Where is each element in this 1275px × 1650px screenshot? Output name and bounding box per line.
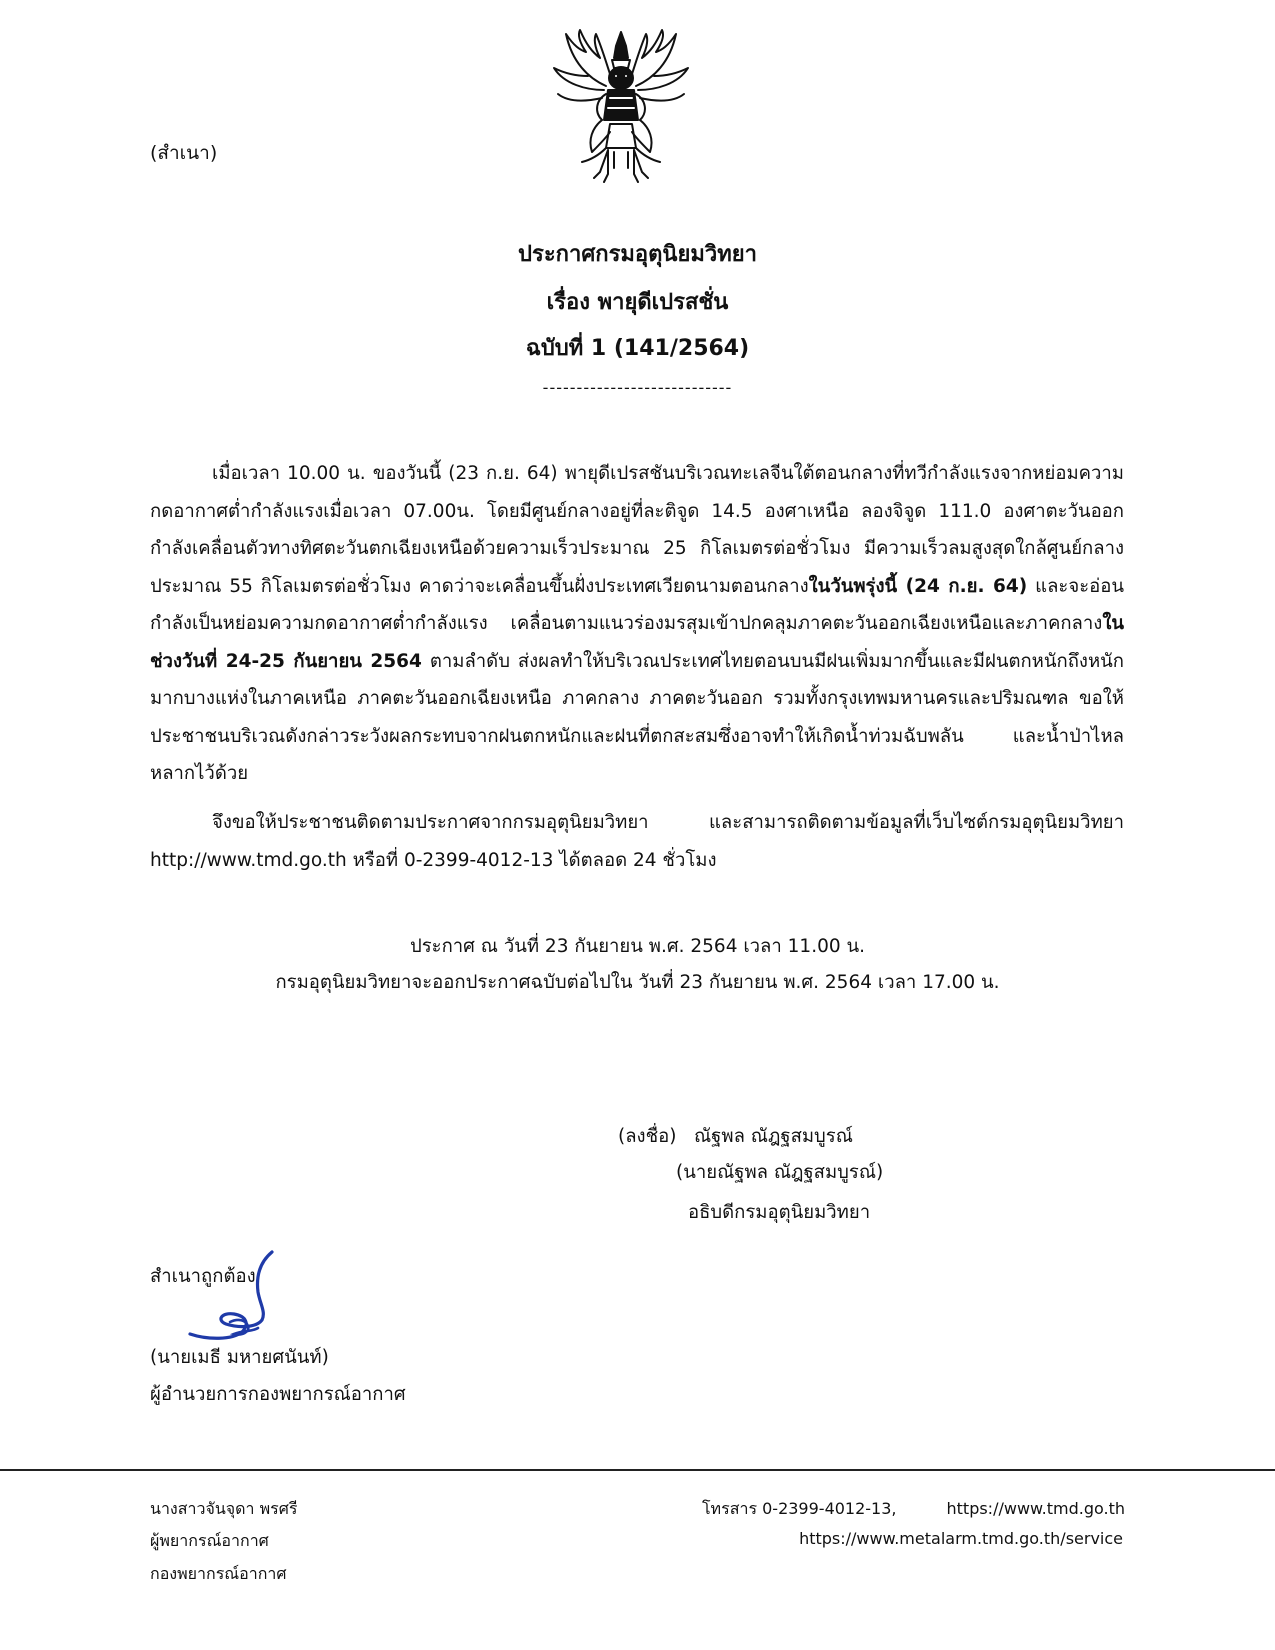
p1-seg-3-bold: ในช่วงวันที่ 24-25 กันยายน 2564 (150, 613, 1124, 672)
announce-date: ประกาศ ณ วันที่ 23 กันยายน พ.ศ. 2564 เวลา 11.00 น. (409, 936, 866, 957)
metalarm-link[interactable]: https://www.metalarm.tmd.go.th/service (799, 1529, 1123, 1548)
footer-divider (0, 1469, 1275, 1471)
forecaster-name: นางสาวจันจุดา พรศรี (150, 1499, 298, 1518)
fax-number: โทรสาร 0-2399-4012-13, (701, 1499, 897, 1518)
p1-seg-4: ตามลำดับ ส่งผลทำให้บริเวณประเทศไทยตอนบนมีฝนเพิ่มมากขึ้นและมีฝนตกหนักถึงหนักมากบางแห่งในภาคเหนือ ภาคตะวันออกเฉียงเหนือ ภาคกลาง ภาคตะวันออก รวมทั้งกรุงเทพมหานครและปริมณฑล ขอให้ประชาชนบริเวณดังกล่าวระวังผลกระทบจากฝนตกหนักและฝนที่ตกสะสมซึ่งอาจทำให้เกิดน้ำท่วมฉับพลัน และน้ำป่าไหลหลากไว้ด้วย (150, 650, 1125, 784)
forecaster-role: ผู้พยากรณ์อากาศ (150, 1531, 269, 1550)
signatory-name: ณัฐพล ณัฎฐสมบูรณ์ (694, 1126, 853, 1147)
next-issue-notice: กรมอุตุนิยมวิทยาจะออกประกาศฉบับต่อไปใน วันที่ 23 กันยายน พ.ศ. 2564 เวลา 17.00 น. (275, 972, 1000, 993)
handwritten-signature-icon (186, 1248, 290, 1348)
body-paragraph-2: จึงขอให้ประชาชนติดตามประกาศจากกรมอุตุนิยมวิทยา และสามารถติดตามข้อมูลที่เว็บไซต์กรมอุตุนิยมวิทยา http://www.tmd.go.th หรือที่ 0-2399-4012-13 ได้ตลอด 24 ชั่วโมง (150, 812, 1124, 871)
separator-dashes: ---------------------------- (542, 378, 733, 397)
subject-line: เรื่อง พายุดีเปรสชั่น (546, 290, 729, 315)
p1-seg-2: และจะอ่อนกำลังเป็นหย่อมความกดอากาศต่ำกำลังแรง เคลื่อนตามแนวร่องมรสุมเข้าปกคลุมภาคตะวันออกเฉียงเหนือและภาคกลาง (150, 575, 1124, 634)
signature-label: (ลงชื่อ) (618, 1126, 677, 1147)
certifier-name: (นายเมธี มหายศนันท์) (150, 1347, 329, 1368)
signatory-full-name: (นายณัฐพล ณัฎฐสมบูรณ์) (676, 1162, 884, 1183)
certifier-title: ผู้อำนวยการกองพยากรณ์อากาศ (150, 1384, 406, 1405)
forecaster-division: กองพยากรณ์อากาศ (150, 1564, 287, 1583)
footer-contact (702, 1497, 1125, 1522)
garuda-emblem-icon (548, 28, 694, 184)
tmd-website-link[interactable]: https://www.tmd.go.th (946, 1499, 1125, 1518)
copy-mark: (สำเนา) (150, 142, 218, 164)
issue-number: ฉบับที่ 1 (141/2564) (525, 336, 750, 361)
p1-seg-1-bold: ในวันพรุ่งนี้ (24 ก.ย. 64) (808, 575, 1028, 597)
body-paragraph-1 (150, 455, 1124, 793)
page-title: ประกาศกรมอุตุนิยมวิทยา (518, 242, 757, 267)
p1-seg-0: เมื่อเวลา 10.00 น. ของวันนี้ (23 ก.ย. 64) พายุดีเปรสชันบริเวณทะเลจีนใต้ตอนกลางที่ทวีกำลังแรงจากหย่อมความกดอากาศต่ำกำลังแรงเมื่อเวลา 07.00น. โดยมีศูนย์กลางอยู่ที่ละติจูด 14.5 องศาเหนือ ลองจิจูด 111.0 องศาตะวันออก กำลังเคลื่อนตัวทางทิศตะวันตกเฉียงเหนือด้วยความเร็วประมาณ 25 กิโลเมตรต่อชั่วโมง มีความเร็วลมสูงสุดใกล้ศูนย์กลางประมาณ 55 กิโลเมตรต่อชั่วโมง คาดว่าจะเคลื่อนขึ้นฝั่งประเทศเวียดนามตอนกลาง (150, 463, 1124, 597)
certified-copy-label: สำเนาถูกต้อง (150, 1266, 256, 1287)
signatory-title: อธิบดีกรมอุตุนิยมวิทยา (688, 1202, 871, 1223)
